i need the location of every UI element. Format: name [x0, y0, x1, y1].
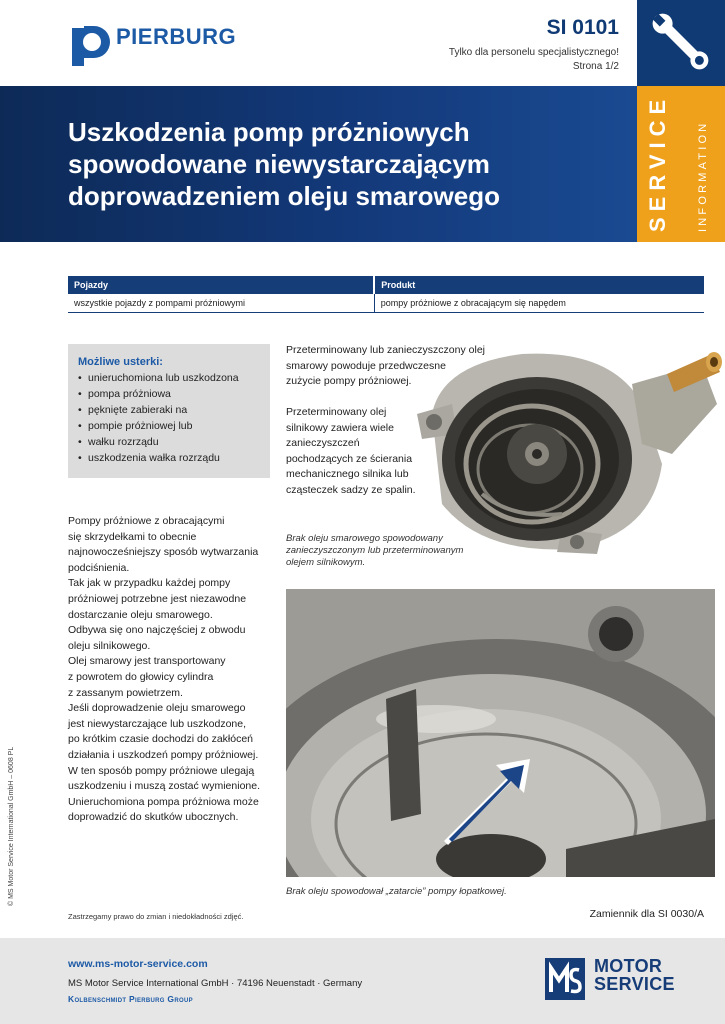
body-line: Tak jak w przypadku każdej pompy: [68, 577, 231, 590]
right-paragraph-1: [286, 343, 496, 390]
page-number: Strona 1/2: [572, 61, 619, 72]
body-line: Olej smarowy jest transportowany: [68, 655, 226, 668]
page-title: [68, 116, 628, 212]
body-line: z zassanym powietrzem.: [68, 686, 183, 699]
caption-line: olejem silnikowym.: [286, 557, 366, 568]
ms-motor-service-logo-icon: [545, 958, 585, 1000]
logo-line: MOTOR: [594, 956, 663, 976]
body-line: po krótkim czasie dochodzi do zakłóceń: [68, 733, 254, 746]
text-line: silnikowy zawiera wiele: [286, 421, 394, 434]
list-item-continuation: • pompa próżniowa: [78, 386, 260, 402]
table-row: [68, 294, 704, 313]
pierburg-logo: [68, 18, 258, 70]
title-line: spowodowane niewystarczającym: [68, 149, 490, 179]
body-line: działania i uszkodzeń pompy próżniowej.: [68, 748, 259, 761]
footer: [0, 938, 725, 1024]
list-item-continuation: • pompie próżniowej lub: [78, 418, 260, 434]
photo-caption-2: Brak oleju spowodował „zatarcie” pompy łopatkowej.: [286, 886, 507, 897]
body-line: jest niewystarczające lub uszkodzone,: [68, 717, 247, 730]
caption-line: Brak oleju smarowego spowodowany: [286, 533, 443, 544]
body-line: Jeśli doprowadzenie oleju smarowego: [68, 702, 246, 715]
title-banner: [0, 86, 637, 242]
disclaimer: Zastrzegamy prawo do zmian i niedokładności zdjęć.: [68, 912, 244, 921]
header-meta: [449, 46, 619, 74]
logo-line: SERVICE: [594, 974, 675, 994]
body-line: oleju silnikowego.: [68, 639, 151, 652]
right-paragraph-2: [286, 405, 496, 499]
table-header-product: Produkt: [374, 276, 704, 294]
copyright-note: © MS Motor Service International GmbH – 0608 PL: [8, 746, 15, 906]
body-line: się skrzydełkami to obecnie: [68, 530, 197, 543]
faults-title: Możliwe usterki:: [78, 356, 163, 368]
possible-faults-box: [68, 344, 270, 478]
body-line: doprowadzić do skutków ubocznych.: [68, 811, 239, 824]
text-line: cząsteczek sadzy ze spalin.: [286, 483, 416, 496]
title-line: Uszkodzenia pomp próżniowych: [68, 117, 470, 147]
wrench-box: [637, 0, 725, 86]
body-line: W ten sposób pompy próżniowe ulegają: [68, 764, 255, 777]
body-line: z powrotem do głowicy cylindra: [68, 670, 214, 683]
list-item: • unieruchomiona lub uszkodzona: [78, 370, 260, 386]
company-address: MS Motor Service International GmbH · 74196 Neuenstadt · Germany: [68, 978, 363, 989]
vehicle-product-table: [68, 276, 704, 313]
caption-line: zanieczyszczonym lub przeterminowanym: [286, 545, 464, 556]
body-line: Unieruchomiona pompa próżniowa może: [68, 795, 259, 808]
body-line: dostarczanie oleju smarowego.: [68, 608, 213, 621]
wrench-icon: [647, 6, 715, 78]
pierburg-logo-mark-icon: [68, 18, 114, 68]
title-line: doprowadzeniem oleju smarowego: [68, 181, 500, 211]
text-line: zużycie pompy próżniowej.: [286, 375, 412, 388]
company-group: Kolbenschmidt Pierburg Group: [68, 994, 193, 1004]
si-number: SI 0101: [546, 16, 619, 39]
list-item: • uszkodzenia wałka rozrządu: [78, 450, 260, 466]
body-line: Pompy próżniowe z obracającymi: [68, 515, 225, 527]
text-line: Przeterminowany lub zanieczyszczony olej: [286, 344, 486, 356]
information-label: INFORMATION: [697, 120, 709, 232]
text-line: pochodzących ze ścierania: [286, 452, 413, 465]
body-line: podciśnienia.: [68, 561, 130, 574]
text-line: Przeterminowany olej: [286, 406, 387, 418]
ms-logo-text: [594, 957, 675, 993]
text-line: smarowy powoduje przedwczesne: [286, 359, 446, 372]
list-item: • pęknięte zabieraki na: [78, 402, 260, 418]
replacement-note: Zamiennik dla SI 0030/A: [589, 908, 704, 920]
service-label: SERVICE: [645, 93, 670, 232]
body-line: próżniowej potrzebne jest niezawodne: [68, 592, 247, 605]
service-information-tab: [637, 86, 725, 242]
faults-list: [78, 370, 260, 466]
brand-name: PIERBURG: [116, 24, 237, 49]
table-header-vehicles: Pojazdy: [68, 276, 374, 294]
website-link[interactable]: www.ms-motor-service.com: [68, 958, 208, 970]
photo-caption-1: [286, 533, 463, 569]
body-line: Odbywa się ono najczęściej z obwodu: [68, 624, 246, 637]
body-line: uszkodzeniu i muszą zostać wymienione.: [68, 780, 261, 793]
seized-pump-photo: [286, 589, 715, 877]
list-item-continuation: • wałku rozrządu: [78, 434, 260, 450]
body-text: [68, 514, 280, 826]
table-cell-product: pompy próżniowe z obracającym się napędem: [374, 294, 704, 313]
table-cell-vehicles: wszystkie pojazdy z pompami próżniowymi: [68, 294, 374, 313]
audience-note: Tylko dla personelu specjalistycznego!: [448, 47, 619, 58]
text-line: zanieczyszczeń: [286, 437, 360, 450]
text-line: mechanicznego silnika lub: [286, 468, 409, 481]
body-line: najnowocześniejszy sposób wytwarzania: [68, 546, 259, 559]
